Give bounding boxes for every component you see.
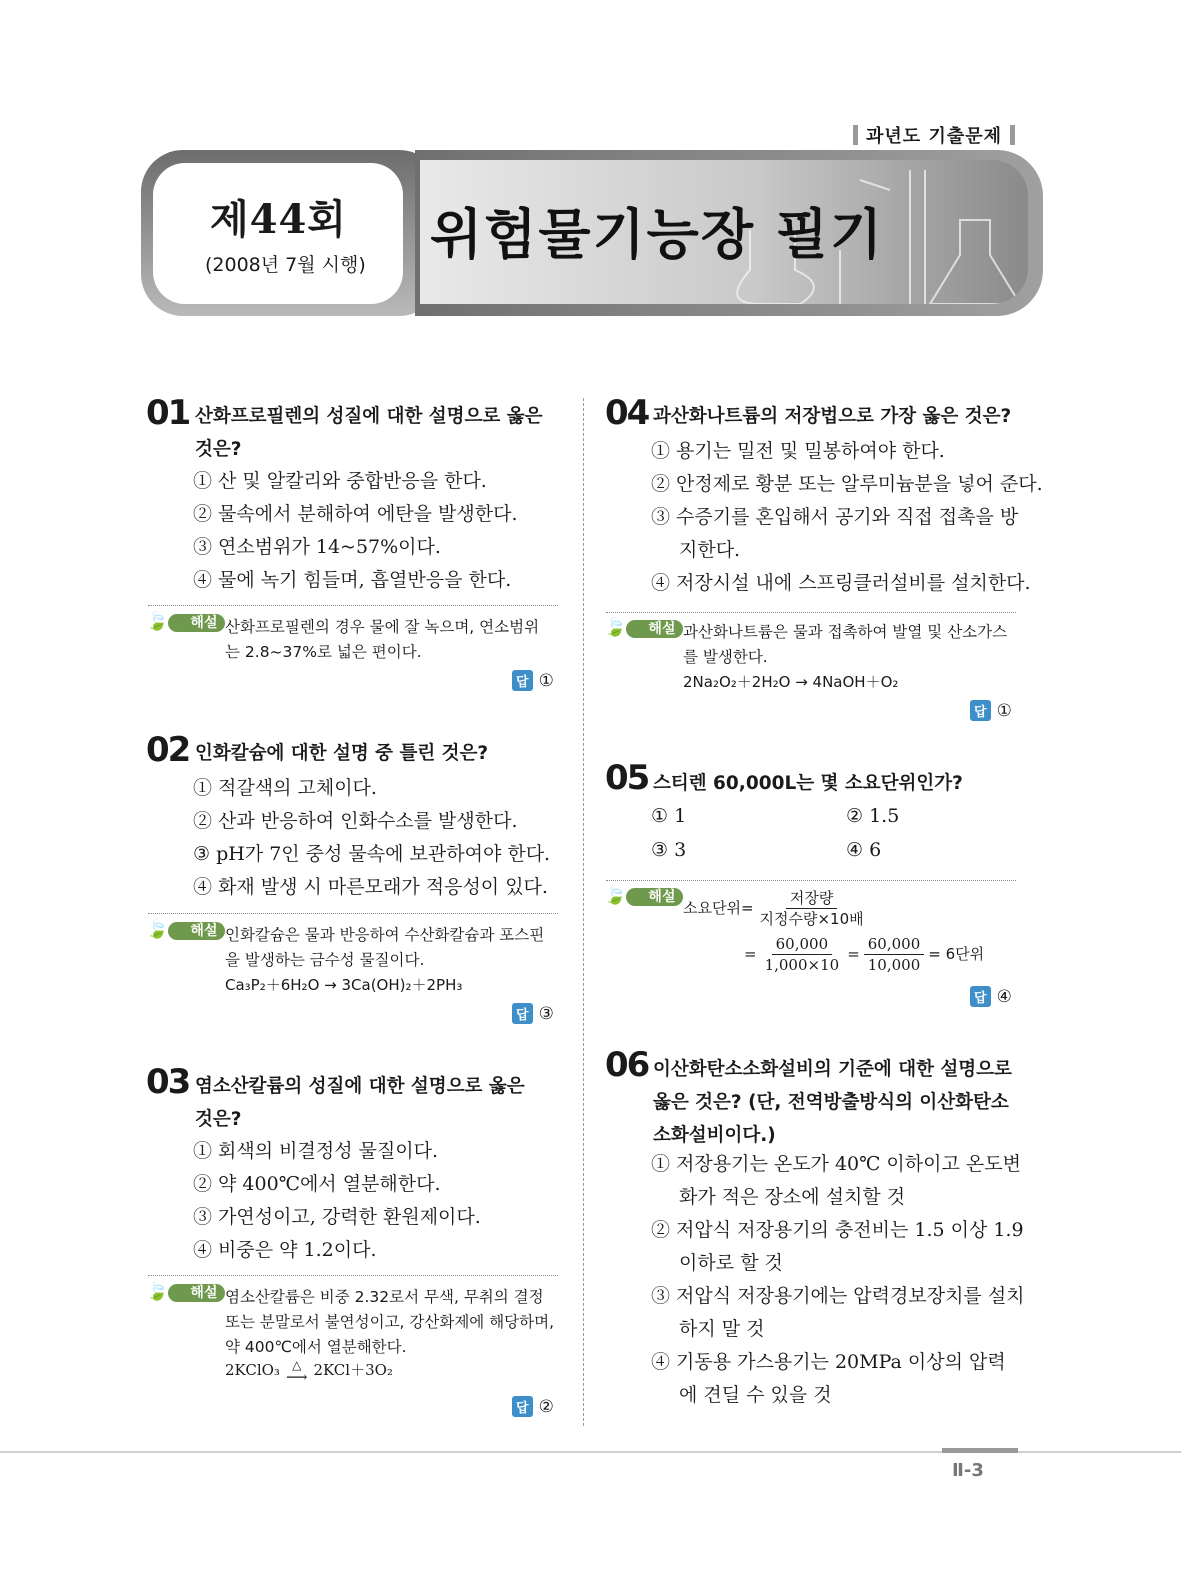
option[interactable]: ③ 3 — [651, 839, 687, 861]
answer-badge: 답 — [970, 986, 991, 1007]
question-text-line: 산화프로필렌의 성질에 대한 설명으로 옳은 — [195, 406, 543, 427]
explanation-label: 해설 — [626, 888, 683, 906]
option[interactable]: ③ 수증기를 혼입해서 공기와 직접 접촉을 방 — [651, 506, 1019, 528]
explanation-line: 산화프로필렌의 경우 물에 잘 녹으며, 연소범위 — [225, 618, 540, 636]
question-text: 스티렌 60,000L는 몇 소요단위인가? — [653, 773, 963, 794]
option[interactable]: ① 회색의 비결정성 물질이다. — [193, 1140, 439, 1162]
chemical-formula: 2Na₂O₂＋2H₂O → 4NaOH＋O₂ — [683, 673, 899, 691]
fraction-denominator: 지정수량×10배 — [759, 910, 864, 928]
section-tag — [853, 122, 1015, 148]
explanation-label: 해설 — [168, 922, 225, 940]
chemical-formula: Ca₃P₂＋6H₂O → 3Ca(OH)₂＋2PH₃ — [225, 976, 463, 994]
calculation-line-2 — [744, 934, 984, 975]
answer-value: ④ — [996, 986, 1012, 1007]
option[interactable]: ① 저장용기는 온도가 40℃ 이하이고 온도변 — [651, 1153, 1021, 1175]
explanation-line: 인화칼슘은 물과 반응하여 수산화칼슘과 포스핀 — [225, 926, 545, 944]
question-number: 01 — [146, 393, 190, 433]
separator — [148, 1275, 558, 1276]
question-text — [195, 400, 542, 466]
option-continued[interactable]: 화가 적은 장소에 설치할 것 — [679, 1186, 906, 1208]
explanation-line: 는 2.8~37%로 넓은 편이다. — [225, 643, 422, 661]
equals-sign: = — [744, 945, 757, 963]
question-text-line: 염소산칼륨의 성질에 대한 설명으로 옳은 — [195, 1076, 525, 1097]
option[interactable]: ③ 저압식 저장용기에는 압력경보장치를 설치 — [651, 1285, 1025, 1307]
explanation-line: 또는 분말로서 불연성이고, 강산화제에 해당하며, — [225, 1313, 555, 1331]
fraction — [761, 934, 844, 975]
equals-sign: = — [847, 945, 860, 963]
separator — [148, 913, 558, 914]
question-number: 02 — [146, 730, 190, 770]
option[interactable]: ② 물속에서 분해하여 에탄을 발생한다. — [193, 503, 518, 525]
calculation-line-1 — [683, 888, 868, 929]
option-list — [193, 465, 518, 597]
fraction-numerator: 저장량 — [786, 888, 837, 909]
leaf-icon: 🍃 — [146, 1281, 169, 1302]
footer-accent — [942, 1448, 1018, 1453]
separator — [606, 880, 1016, 881]
option-continued[interactable]: 지한다. — [679, 539, 741, 561]
explanation-badge — [604, 885, 683, 906]
option-continued[interactable]: 에 견딜 수 있을 것 — [679, 1384, 832, 1406]
leaf-icon: 🍃 — [604, 617, 627, 638]
answer-badge: 답 — [512, 670, 533, 691]
explanation-label: 해설 — [168, 614, 225, 632]
answer-value: ② — [538, 1396, 554, 1417]
option[interactable]: ① 산 및 알칼리와 중합반응을 한다. — [193, 470, 487, 492]
answer-value: ① — [538, 670, 554, 691]
question-text: 인화칼슘에 대한 설명 중 틀린 것은? — [195, 743, 489, 764]
exam-number: 제44회 — [210, 196, 347, 243]
tag-bar-right — [1010, 125, 1015, 145]
option[interactable]: ③ 가연성이고, 강력한 환원제이다. — [193, 1206, 481, 1228]
option[interactable]: ④ 기동용 가스용기는 20MPa 이상의 압력 — [651, 1351, 1006, 1373]
option[interactable]: ④ 화재 발생 시 마른모래가 적응성이 있다. — [193, 876, 548, 898]
fraction-numerator: 60,000 — [772, 934, 833, 955]
option[interactable]: ③ 연소범위가 14~57%이다. — [193, 536, 441, 558]
option[interactable]: ③ pH가 7인 중성 물속에 보관하여야 한다. — [193, 843, 551, 865]
arrow-icon: ⟶ — [285, 1368, 308, 1386]
formula-product: 2KCl＋3O₂ — [313, 1361, 393, 1379]
question-text-line: 것은? — [195, 439, 242, 460]
heat-condition: △ — [292, 1358, 302, 1372]
fraction — [864, 934, 925, 975]
explanation-line: 약 400℃에서 열분해한다. — [225, 1338, 407, 1356]
separator — [148, 605, 558, 606]
question-number: 04 — [605, 393, 649, 433]
leaf-icon: 🍃 — [146, 919, 169, 940]
question-number: 05 — [605, 758, 649, 798]
explanation-label: 해설 — [626, 620, 683, 638]
option[interactable]: ④ 저장시설 내에 스프링클러설비를 설치한다. — [651, 572, 1031, 594]
option[interactable]: ② 약 400℃에서 열분해한다. — [193, 1173, 441, 1195]
fraction-denominator: 10,000 — [867, 956, 921, 974]
answer — [512, 1003, 554, 1024]
exam-title: 위험물기능장 필기 — [430, 203, 885, 266]
option[interactable]: ④ 6 — [846, 839, 882, 861]
explanation-text — [225, 615, 539, 665]
option[interactable]: ② 저압식 저장용기의 충전비는 1.5 이상 1.9 — [651, 1219, 1024, 1241]
question-number: 03 — [146, 1062, 190, 1102]
option[interactable]: ④ 물에 녹기 힘들며, 흡열반응을 한다. — [193, 569, 512, 591]
explanation-label: 해설 — [168, 1284, 225, 1302]
option[interactable]: ② 안정제로 황분 또는 알루미늄분을 넣어 준다. — [651, 473, 1043, 495]
question-text-line: 옳은 것은? (단, 전역방출방식의 이산화탄소 — [653, 1092, 1009, 1113]
question-text-line: 것은? — [195, 1109, 242, 1130]
section-label: 과년도 기출문제 — [866, 126, 1002, 147]
option-continued[interactable]: 이하로 할 것 — [679, 1252, 783, 1274]
option-list — [651, 1148, 1025, 1412]
question-text — [195, 1070, 525, 1136]
separator — [606, 612, 1016, 613]
answer — [970, 986, 1012, 1007]
fraction-numerator: 60,000 — [864, 934, 925, 955]
question-text — [653, 1053, 1012, 1152]
flask-icon — [930, 220, 1020, 304]
answer-badge: 답 — [512, 1003, 533, 1024]
option-list — [193, 1135, 481, 1267]
leaf-icon: 🍃 — [604, 885, 627, 906]
explanation-badge — [146, 611, 225, 632]
answer — [512, 670, 554, 691]
option-list — [651, 435, 1043, 600]
explanation-text — [225, 923, 544, 998]
reaction-arrow — [285, 1358, 308, 1386]
exam-date: (2008년 7월 시행) — [205, 254, 366, 276]
option[interactable]: ① 1 — [651, 805, 687, 827]
answer — [970, 700, 1012, 721]
option[interactable]: ② 산과 반응하여 인화수소를 발생한다. — [193, 810, 518, 832]
explanation-line: 를 발생한다. — [683, 648, 768, 666]
question-text: 과산화나트륨의 저장법으로 가장 옳은 것은? — [653, 406, 1012, 427]
answer-value: ① — [996, 700, 1012, 721]
answer-value: ③ — [538, 1003, 554, 1024]
explanation-line: 염소산칼륨은 비중 2.32로서 무색, 무취의 결정 — [225, 1288, 544, 1306]
question-number: 06 — [605, 1045, 649, 1085]
option[interactable]: ② 1.5 — [846, 805, 900, 827]
option-continued[interactable]: 하지 말 것 — [679, 1318, 765, 1340]
column-divider — [583, 398, 584, 1426]
fraction — [756, 888, 868, 929]
option-list — [193, 772, 550, 904]
explanation-text — [683, 620, 1007, 695]
page-number: Ⅱ-3 — [952, 1460, 984, 1481]
tag-bar-left — [853, 125, 858, 145]
calc-result: = 6단위 — [928, 945, 985, 963]
answer-badge: 답 — [970, 700, 991, 721]
option[interactable]: ① 용기는 밀전 및 밀봉하여야 한다. — [651, 440, 945, 462]
answer-badge: 답 — [512, 1396, 533, 1417]
chemical-formula — [225, 1358, 393, 1386]
leaf-icon: 🍃 — [146, 611, 169, 632]
question-text-line: 소화설비이다.) — [653, 1125, 776, 1146]
answer — [512, 1396, 554, 1417]
explanation-line: 을 발생하는 금수성 물질이다. — [225, 951, 425, 969]
calc-label: 소요단위= — [683, 899, 754, 917]
explanation-badge — [146, 1281, 225, 1302]
option[interactable]: ① 적갈색의 고체이다. — [193, 777, 377, 799]
explanation-badge — [146, 919, 225, 940]
question-text-line: 이산화탄소소화설비의 기준에 대한 설명으로 — [653, 1059, 1012, 1080]
glass-line — [860, 180, 890, 190]
fraction-denominator: 1,000×10 — [764, 956, 840, 974]
formula-reactant: 2KClO₃ — [225, 1361, 280, 1379]
explanation-line: 과산화나트륨은 물과 접촉하여 발열 및 산소가스 — [683, 623, 1008, 641]
explanation-text — [225, 1285, 554, 1360]
explanation-badge — [604, 617, 683, 638]
option[interactable]: ④ 비중은 약 1.2이다. — [193, 1239, 377, 1261]
